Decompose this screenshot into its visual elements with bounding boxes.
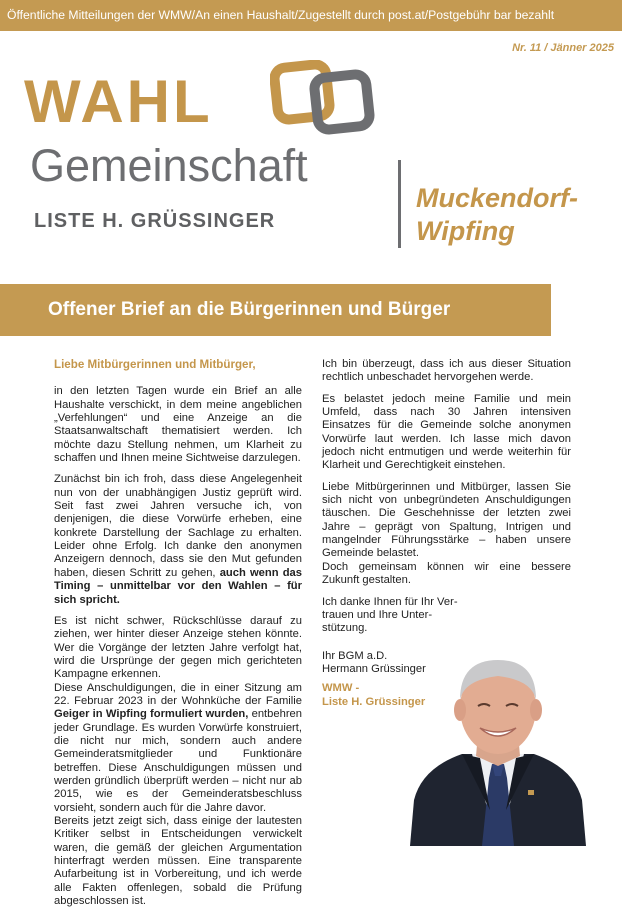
paragraph-4-bold: Geiger in Wipfing formuliert wurden,	[54, 708, 249, 721]
paragraph-7: Es belastet jedoch meine Familie und mein Umfeld, dass nach 30 Jahren intensiven Einsatzes für die Gemeinde solche anonymen Vorwürfe laut werden. Ich lasse mich davon jedoch nicht entmutigen und werde weiterhin für Klarheit und Gerechtigkeit einstehen.	[322, 392, 571, 472]
logo-liste-text: LISTE H. GRÜSSINGER	[34, 210, 276, 232]
paragraph-1: in den letzten Tagen wurde ein Brief an alle Haushalte verschickt, in dem meine angeblichen „Verfehlungen“ und eine Anzeige an die Staatsanwaltschaft thematisiert werden. Ich möchte dazu Stellung nehmen, um Klarheit zu schaffen und Ihnen meine Sichtweise darzulegen.	[54, 385, 302, 465]
thanks-line-2: trauen und Ihre Unter-	[322, 608, 433, 621]
logo-gemeinschaft-text: Gemeinschaft	[30, 140, 308, 191]
paragraph-4-text-a: Diese Anschuldigungen, die in einer Sitzung am 22. Februar 2023 in der Wohnküche der Familie	[54, 681, 302, 707]
paragraph-4-text-b: entbehren jeder Grundlage. Es wurden Vorwürfe konstruiert, die nicht nur mich, sondern auch andere Gemeinderatsmitglieder und Funktionäre betreffen. Diese Anschuldigungen müssen und werden gründlich überprüft werden – nicht nur ab 2015, wie es der Gemeinderatsbeschluss vorsieht, sondern auch für die Jahre davor.	[54, 708, 302, 814]
place-name	[416, 182, 578, 248]
letter-column-1	[54, 358, 302, 916]
place-line-1: Muckendorf-	[416, 183, 578, 213]
letter-greeting: Liebe Mitbürgerinnen und Mitbürger,	[54, 358, 256, 371]
signature-fullname: Hermann Grüssinger	[322, 662, 426, 675]
headline-text: Offener Brief an die Bürgerinnen und Bürger	[48, 299, 451, 320]
paragraph-5: Bereits jetzt zeigt sich, dass einige der lautesten Kritiker selbst in Entscheidungen verwickelt waren, die gemäß der gleichen Argumentation hinterfragt werden müssen. Eine transparente Aufarbeitung ist in Vorbereitung, und ich werde alle Fakten offenlegen, sobald die Prüfung abgeschlossen ist.	[54, 815, 302, 908]
paragraph-6: Ich bin überzeugt, dass ich aus dieser Situation rechtlich unbeschadet hervorgehen werde.	[322, 358, 571, 384]
signature-title: Ihr BGM a.D.	[322, 649, 388, 662]
paragraph-2	[54, 473, 302, 606]
place-line-2: Wipfing	[416, 216, 515, 246]
paragraph-2-text: Zunächst bin ich froh, dass diese Angelegenheit nun von der unabhängigen Justiz geprüft wird. Seit fast zwei Jahren versuche ich, von denjenigen, die diese Vorwürfe erheben, eine konkrete Darstellung der Sachlage zu erhalten. Leider ohne Erfolg. Ich danke den anonymen Anzeigern dennoch, dass sie den Mut gefunden haben, diesen Schritt zu gehen,	[54, 473, 302, 579]
signature-party-line-2: Liste H. Grüssinger	[322, 695, 426, 708]
paragraph-2-bold: auch wenn das Timing – unmittelbar vor den Wahlen – für sich spricht.	[54, 566, 302, 606]
header-divider	[398, 160, 401, 248]
paragraph-3: Es ist nicht schwer, Rückschlüsse darauf zu ziehen, wer hinter dieser Anzeige stehen könnte. Wer die Vorgänge der letzten Jahre verfolgt hat, wird die Ursprünge der gegen mich gerichteten Kampagne erkennen.	[54, 614, 302, 681]
paragraph-8: Liebe Mitbürgerinnen und Mitbürger, lassen Sie sich nicht von unbegründeten Anschuldigungen täuschen. Die Geschehnisse der letzten zwei Jahre – geprägt von Spaltung, Intrigen und mangelnder Führungsstärke – haben unsere Gemeinde belastet.	[322, 480, 571, 560]
top-distribution-bar: Öffentliche Mitteilungen der WMW/An einen Haushalt/Zugestellt durch post.at/Postgebühr bar bezahlt	[0, 0, 622, 31]
thanks-text	[322, 596, 571, 636]
signature-party-line-1: WMW -	[322, 682, 360, 695]
logo-wahl-text: WAHL	[24, 68, 213, 135]
logo-interlocked-squares-icon	[270, 60, 385, 135]
paragraph-4	[54, 682, 302, 815]
thanks-line-1: Ich danke Ihnen für Ihr Ver-	[322, 595, 458, 608]
portrait-photo	[410, 650, 586, 846]
issue-number: Nr. 11 / Jänner 2025	[512, 42, 614, 54]
thanks-line-3: stützung.	[322, 622, 368, 635]
paragraph-9: Doch gemeinsam können wir eine bessere Zukunft gestalten.	[322, 560, 571, 587]
